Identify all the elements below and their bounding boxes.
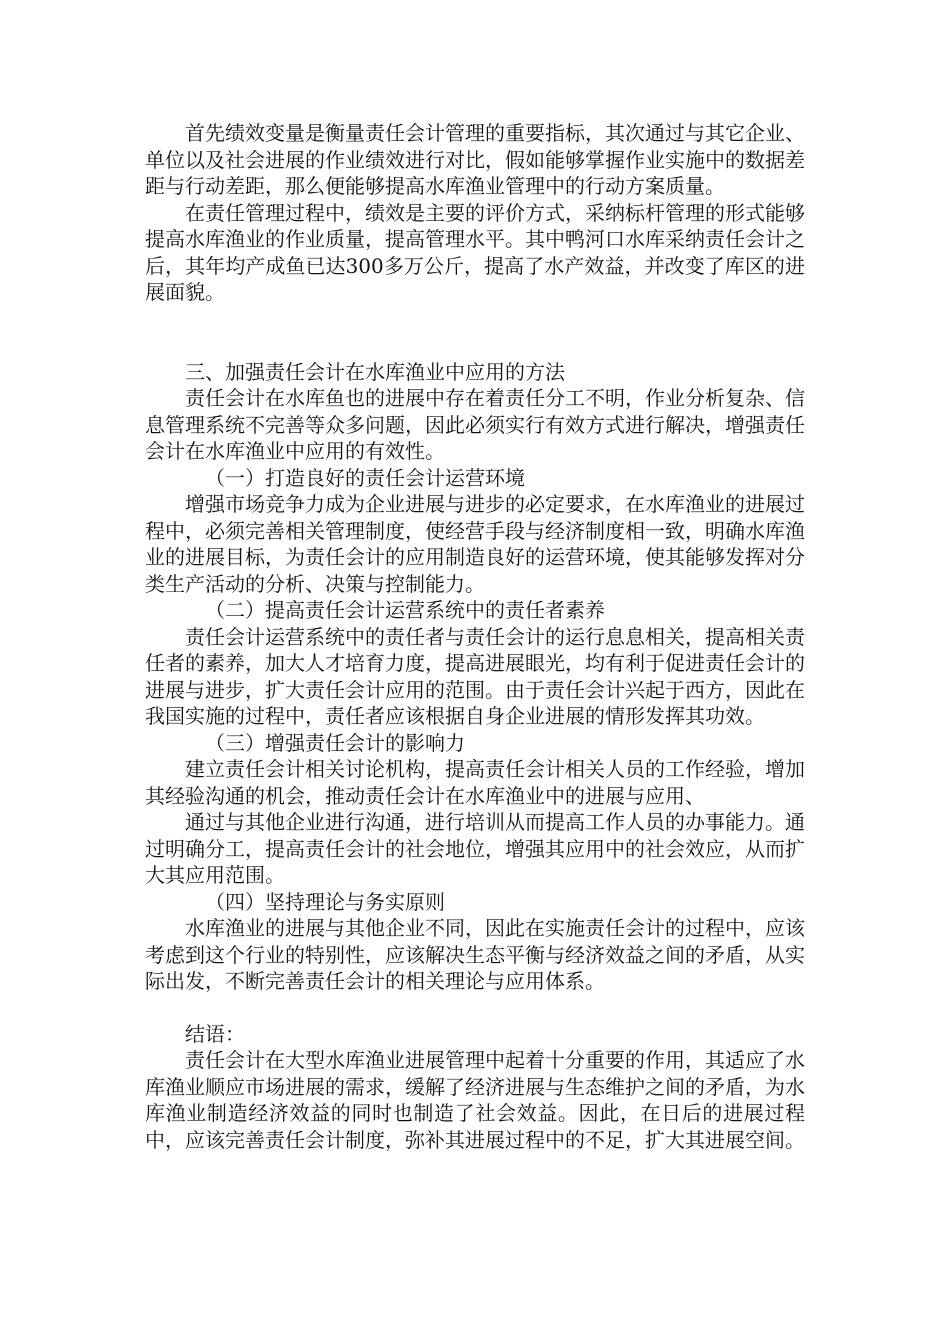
paragraph-environment: 增强市场竞争力成为企业进展与进步的必定要求，在水库渔业的进展过程中，必须完善相关管理制度，使经营手段与经济制度相一致，明确水库渔业的进展目标，为责任会计的应用制造良好的运营环境，使其能够发挥对分类生产活动的分析、决策与控制能力。 (145, 492, 805, 596)
section-spacer (145, 995, 805, 1021)
paragraph-communication: 通过与其他企业进行沟通，进行培训从而提高工作人员的办事能力。通过明确分工，提高责任会计的社会地位，增强其应用中的社会效应，从而扩大其应用范围。 (145, 810, 805, 887)
paragraph-benchmark-management: 在责任管理过程中，绩效是主要的评价方式，采纳标杆管理的形式能够提高水库渔业的作业质量，提高管理水平。其中鸭河口水库采纳责任会计之后，其年均产成鱼已达300多万公斤，提高了水产效益，并改变了库区的进展面貌。 (145, 200, 805, 304)
subheading-theory-practice: （四）坚持理论与务实原则 (205, 889, 445, 914)
document-body (145, 120, 805, 1153)
paragraph-conclusion: 责任会计在大型水库渔业进展管理中起着十分重要的作用，其适应了水库渔业顺应市场进展的需求，缓解了经济进展与生态维护之间的矛盾，为水库渔业制造经济效益的同时也制造了社会效益。因此，在日后的进展过程中，应该完善责任会计制度，弥补其进展过程中的不足，扩大其进展空间。 (145, 1048, 805, 1152)
subheading-influence: （三）增强责任会计的影响力 (205, 730, 465, 755)
section-spacer (145, 306, 805, 359)
paragraph-performance-metric: 首先绩效变量是衡量责任会计管理的重要指标，其次通过与其它企业、单位以及社会进展的作业绩效进行对比，假如能够掌握作业实施中的数据差距与行动差距，那么便能够提高水库渔业管理中的行动方案质量。 (145, 121, 805, 198)
subheading-environment: （一）打造良好的责任会计运营环境 (205, 465, 525, 490)
paragraph-influence: 建立责任会计相关讨论机构，提高责任会计相关人员的工作经验，增加其经验沟通的机会，推动责任会计在水库渔业中的进展与应用、 (145, 757, 805, 808)
section-heading-conclusion: 结语： (185, 1021, 245, 1046)
subheading-responsibility-quality: （二）提高责任会计运营系统中的责任者素养 (205, 598, 605, 622)
paragraph-responsibility-quality: 责任会计运营系统中的责任者与责任会计的运行息息相关，提高相关责任者的素养，加大人才培育力度，提高进展眼光，均有利于促进责任会计的进展与进步，扩大责任会计应用的范围。由于责任会计兴起于西方，因此在我国实施的过程中，责任者应该根据自身企业进展的情形发挥其功效。 (145, 624, 805, 728)
paragraph-methods-intro: 责任会计在水库鱼也的进展中存在着责任分工不明，作业分析复杂、信息管理系统不完善等众多问题，因此必须实行有效方式进行解决，增强责任会计在水库渔业中应用的有效性。 (145, 386, 805, 463)
paragraph-theory-practice: 水库渔业的进展与其他企业不同，因此在实施责任会计的过程中，应该考虑到这个行业的特别性，应该解决生态平衡与经济效益之间的矛盾，从实际出发，不断完善责任会计的相关理论与应用体系。 (145, 916, 805, 993)
section-heading-methods: 三、加强责任会计在水库渔业中应用的方法 (185, 359, 565, 384)
